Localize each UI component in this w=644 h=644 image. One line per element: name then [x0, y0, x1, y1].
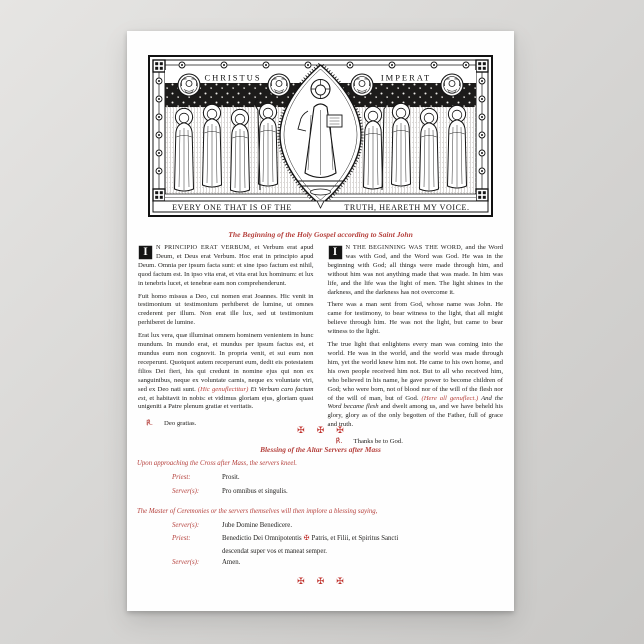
- dialogue-row: [172, 521, 500, 530]
- speaker-label: Priest:: [172, 474, 191, 481]
- maltese-cross-icon: ✠: [336, 577, 344, 587]
- speaker-label: Server(s):: [172, 559, 200, 566]
- angel-medallion-icon: [178, 74, 200, 96]
- servers-line: Pro omnibus et singulis.: [222, 488, 288, 495]
- latin-dropcap-letter: I: [143, 246, 148, 258]
- speaker-label: Priest:: [172, 535, 191, 542]
- latin-response-text: Deo gratias.: [164, 420, 197, 428]
- maltese-cross-icon: ✠: [336, 426, 344, 436]
- priest-blessing-line: [222, 534, 422, 556]
- response-symbol: ℟.: [335, 437, 343, 446]
- imperat-title: IMPERAT: [380, 72, 432, 83]
- english-dropcap: [328, 245, 343, 260]
- maltese-cross-icon: ✠: [316, 577, 325, 587]
- maltese-cross-icon: ✠: [297, 426, 305, 436]
- latin-dropcap: [138, 245, 153, 260]
- speaker-label: Server(s):: [172, 522, 200, 529]
- english-paragraph-2: There was a man sent from God, whose name was John. He came for testimony, to bear witness to the light, that all might believe through him. He was not the light, but came to bear witness to the light.: [327, 301, 503, 336]
- cross-ornaments-row: [127, 426, 514, 436]
- response-symbol: ℟.: [146, 419, 154, 428]
- angel-medallion-icon: [441, 74, 463, 96]
- english-word-made-flesh: And the Word became flesh: [327, 394, 503, 411]
- gospel-heading: The Beginning of the Holy Gospel according to Saint John: [228, 230, 413, 239]
- english-paragraph-3-end: and dwelt among us, and we have beheld his glory, glory as of the only begotten of the Father, full of grace and truth.: [327, 403, 503, 429]
- blessing-text: Benedictio Dei Omnipotentis: [222, 535, 302, 542]
- dialogue-row: [172, 534, 500, 556]
- english-paragraph-1: [328, 244, 504, 297]
- latin-incipit: N PRINCIPIO ERAT VERBUM,: [156, 244, 252, 251]
- english-paragraph-3: [328, 341, 504, 430]
- rubric-implore-blessing: The Master of Ceremonies or the servers themselves will then implore a blessing saying,: [137, 508, 378, 515]
- latin-column: [138, 244, 314, 447]
- blessing-heading: Blessing of the Altar Servers after Mass: [260, 445, 381, 454]
- latin-verbum-caro: Et Verbum caro factum est,: [138, 385, 314, 402]
- gospel-poster: [127, 31, 514, 611]
- servers-line: Amen.: [222, 559, 241, 566]
- latin-paragraph-2: Fuit homo missus a Deo, cui nomen erat Joannes. Hic venit in testimonium ut testimonium perhiberet de lumine, ut omnes crederent per illum. Non erat ille lux, sed ut testimonium perhiberet de lumine.: [138, 292, 314, 327]
- priest-line: Prosit.: [222, 474, 240, 481]
- latin-paragraph-3-text: Erat lux vera, quæ illuminat omnem hominem venientem in hunc mundum. In mundo erat, et mundus per ipsum factus est, et mundus eum non cognovit. In propria venit, et sui eum non receperunt. Quotquot autem receperunt eum, dedit eis potestatem filios Dei fieri, his qui credunt in nomine ejus qui non ex sanguinibus, neque ex voluntate carnis, neque ex voluntate viri, sed ex Deo nati sunt.: [138, 332, 314, 393]
- english-dropcap-letter: I: [332, 246, 338, 258]
- latin-paragraph-1-text: et Verbum erat apud Deum, et Deus erat Verbum. Hoc erat in principio apud Deum. Omnia per ipsum facta sunt: et sine ipso factum est nihil, quod factum est. In ipso vita erat, et vita erat lux hominum: et lux in tenebris lucet, et tenebræ eam non comprehenderunt.: [138, 244, 314, 287]
- dialogue-row: [172, 487, 500, 496]
- maltese-cross-icon: ✠: [297, 577, 305, 587]
- maltese-cross-icon: ✠: [316, 426, 325, 436]
- caption-band: [153, 201, 488, 212]
- woodcut-scene: [153, 65, 488, 212]
- servers-line: Jube Domine Benedicere.: [222, 522, 293, 529]
- corner-box-icon: [476, 189, 488, 201]
- maltese-cross-icon: ✠: [303, 534, 310, 542]
- corner-box-icon: [476, 60, 488, 72]
- dialogue-row: [172, 558, 500, 567]
- gospel-columns: [138, 244, 503, 447]
- latin-paragraph-3-end: et habitavit in nobis: et vidimus gloriam ejus, gloriam quasi unigeniti a Patre plenum gratiæ et veritatis.: [138, 394, 314, 411]
- english-genuflect-rubric: (Here all genuflect.): [421, 394, 479, 402]
- english-incipit: N THE BEGINNING WAS THE WORD,: [345, 244, 463, 251]
- latin-paragraph-3: [138, 332, 314, 412]
- english-response-text: Thanks be to God.: [353, 438, 403, 446]
- english-paragraph-3-text: The true light that enlightens every man was coming into the world. He was in the world, and the world was made through him, yet the world knew him not. He came to his own home, and his own people received him not. But to all who received him, who believed in his name, he gave power to become children of God; who were born, not of blood nor of the will of the flesh nor of the will of man, but of God.: [327, 341, 503, 402]
- corner-box-icon: [153, 60, 165, 72]
- rubric-servers-kneel: Upon approaching the Cross after Mass, the servers kneel.: [137, 460, 297, 467]
- blessing-text: Patris, et Filii, et Spiritus Sancti: [311, 535, 399, 542]
- blessing-text-line2: descendat super vos et maneat semper.: [222, 547, 327, 555]
- caption-right: TRUTH, HEARETH MY VOICE.: [344, 202, 470, 212]
- latin-genuflect-rubric: (Hic genuflectitur): [197, 385, 249, 393]
- cross-ornaments-row: [127, 577, 514, 587]
- dialogue-row: [172, 473, 500, 482]
- angel-medallion-icon: [351, 74, 373, 96]
- latin-paragraph-1: [138, 244, 314, 289]
- woodcut-illustration: [148, 55, 493, 217]
- speaker-label: Server(s):: [172, 488, 200, 495]
- english-paragraph-1-text: and the Word was with God, and the Word was God. He was in the beginning with God; all things were made through him, and without him was not anything made that was made. In him was life, and the life was the light of men. The light shines in the darkness, and the darkness has not overcome it.: [327, 244, 503, 296]
- christus-title: CHRISTUS: [204, 72, 262, 83]
- english-column: [328, 244, 504, 447]
- caption-left: EVERY ONE THAT IS OF THE: [172, 202, 292, 212]
- angel-medallion-icon: [268, 74, 290, 96]
- corner-box-icon: [153, 189, 165, 201]
